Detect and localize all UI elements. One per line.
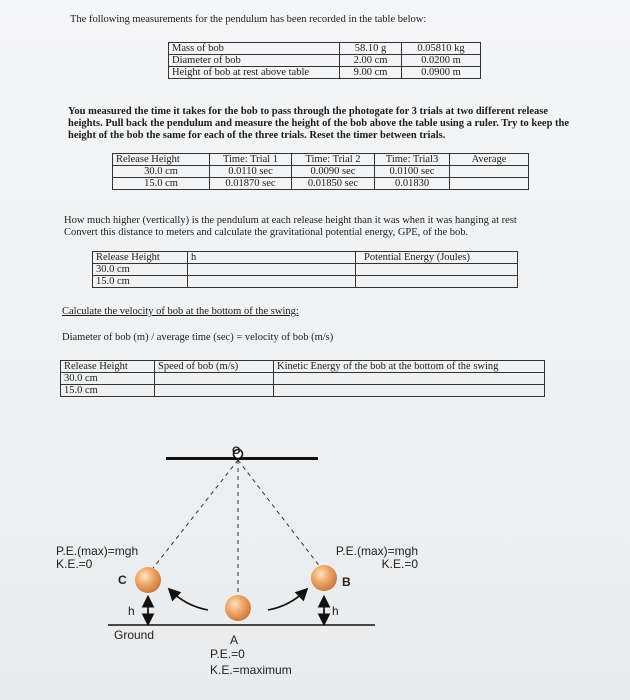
right-energy-labels — [310, 545, 418, 571]
instructions-text — [68, 106, 569, 142]
bottom-pe-label: P.E.=0 — [210, 647, 245, 661]
table-header: Time: Trial 1 — [210, 154, 292, 166]
table-cell: 0.01850 sec — [292, 178, 375, 190]
table-header: Time: Trial3 — [375, 154, 450, 166]
left-string — [150, 460, 238, 572]
bottom-ke-label: K.E.=maximum — [210, 663, 292, 677]
table-header: Release Height — [93, 252, 188, 264]
table-row — [61, 373, 545, 385]
table-cell: 9.00 cm — [340, 67, 402, 79]
point-a-label: A — [230, 633, 239, 647]
table-cell: Mass of bob — [169, 43, 340, 55]
table-cell: 2.00 cm — [340, 55, 402, 67]
instructions-line: height of the bob the same for each of the three trials. Reset the timer between trials. — [68, 130, 446, 141]
question-text — [64, 215, 517, 239]
bob-measurements-table — [168, 42, 481, 79]
intro-text: The following measurements for the pendulum has been recorded in the table below: — [70, 14, 427, 25]
table-header: h — [188, 252, 356, 264]
table-cell: 30.0 cm — [113, 166, 210, 178]
table-cell: 0.05810 kg — [402, 43, 481, 55]
table-cell — [188, 276, 356, 288]
table-cell: Height of bob at rest above table — [169, 67, 340, 79]
velocity-title: Calculate the velocity of bob at the bottom of the swing: — [62, 306, 299, 317]
table-cell: 0.0900 m — [402, 67, 481, 79]
table-row — [169, 43, 481, 55]
table-row — [113, 178, 529, 190]
table-cell: 30.0 cm — [93, 264, 188, 276]
table-cell: 0.0110 sec — [210, 166, 292, 178]
table-header-row — [93, 252, 518, 264]
table-header-row — [113, 154, 529, 166]
table-header: Average — [450, 154, 529, 166]
table-cell: 0.01870 sec — [210, 178, 292, 190]
table-row — [93, 276, 518, 288]
point-c-label: C — [118, 573, 127, 587]
table-header: Potential Energy (Joules) — [356, 252, 518, 264]
right-ke-label: K.E.=0 — [381, 557, 418, 571]
point-b-label: B — [342, 575, 351, 589]
pivot-label: O — [232, 445, 241, 457]
table-row — [93, 264, 518, 276]
ground-label: Ground — [114, 628, 155, 642]
question-line: How much higher (vertically) is the pendulum at each release height than it was when it was hanging at rest — [64, 215, 517, 226]
kinetic-energy-table — [60, 360, 545, 397]
table-cell: 0.0090 sec — [292, 166, 375, 178]
table-header: Release Height — [113, 154, 210, 166]
table-cell: 0.01830 — [375, 178, 450, 190]
table-cell — [274, 373, 545, 385]
potential-energy-table — [92, 251, 518, 288]
velocity-formula: Diameter of bob (m) / average time (sec) = velocity of bob (m/s) — [62, 332, 334, 343]
left-energy-labels — [56, 545, 138, 571]
table-header: Speed of bob (m/s) — [155, 361, 274, 373]
table-cell — [356, 264, 518, 276]
table-header: Time: Trial 2 — [292, 154, 375, 166]
table-cell: 0.0100 sec — [375, 166, 450, 178]
table-row — [61, 385, 545, 397]
table-header: Release Height — [61, 361, 155, 373]
right-swing-arrow — [268, 590, 306, 610]
instructions-line: You measured the time it takes for the bob to pass through the photogate for 3 trials at two different release — [68, 106, 549, 117]
left-ke-label: K.E.=0 — [56, 557, 93, 571]
table-row — [169, 55, 481, 67]
table-cell: Diameter of bob — [169, 55, 340, 67]
table-cell: 15.0 cm — [93, 276, 188, 288]
table-cell — [188, 264, 356, 276]
table-cell: 15.0 cm — [61, 385, 155, 397]
table-cell — [155, 373, 274, 385]
table-header: Kinetic Energy of the bob at the bottom of the swing — [274, 361, 545, 373]
table-cell — [155, 385, 274, 397]
time-trials-table — [112, 153, 529, 190]
table-cell — [450, 178, 529, 190]
right-h-label: h — [332, 604, 339, 618]
instructions-line: heights. Pull back the pendulum and measure the height of the bob above the table using a ruler. Try to keep the — [68, 118, 570, 129]
table-cell — [450, 166, 529, 178]
table-row — [113, 166, 529, 178]
table-cell: 15.0 cm — [113, 178, 210, 190]
left-swing-arrow — [170, 590, 208, 610]
table-cell — [356, 276, 518, 288]
table-cell: 30.0 cm — [61, 373, 155, 385]
question-line: Convert this distance to meters and calculate the gravitational potential energy, GPE, of the bob. — [64, 227, 469, 238]
bob-a — [225, 595, 251, 621]
left-h-label: h — [128, 604, 135, 618]
table-cell — [274, 385, 545, 397]
left-pe-label: P.E.(max)=mgh — [56, 544, 139, 558]
bob-c — [135, 567, 161, 593]
right-pe-label: P.E.(max)=mgh — [335, 544, 418, 558]
table-header-row — [61, 361, 545, 373]
table-cell: 0.0200 m — [402, 55, 481, 67]
table-cell: 58.10 g — [340, 43, 402, 55]
table-row — [169, 67, 481, 79]
